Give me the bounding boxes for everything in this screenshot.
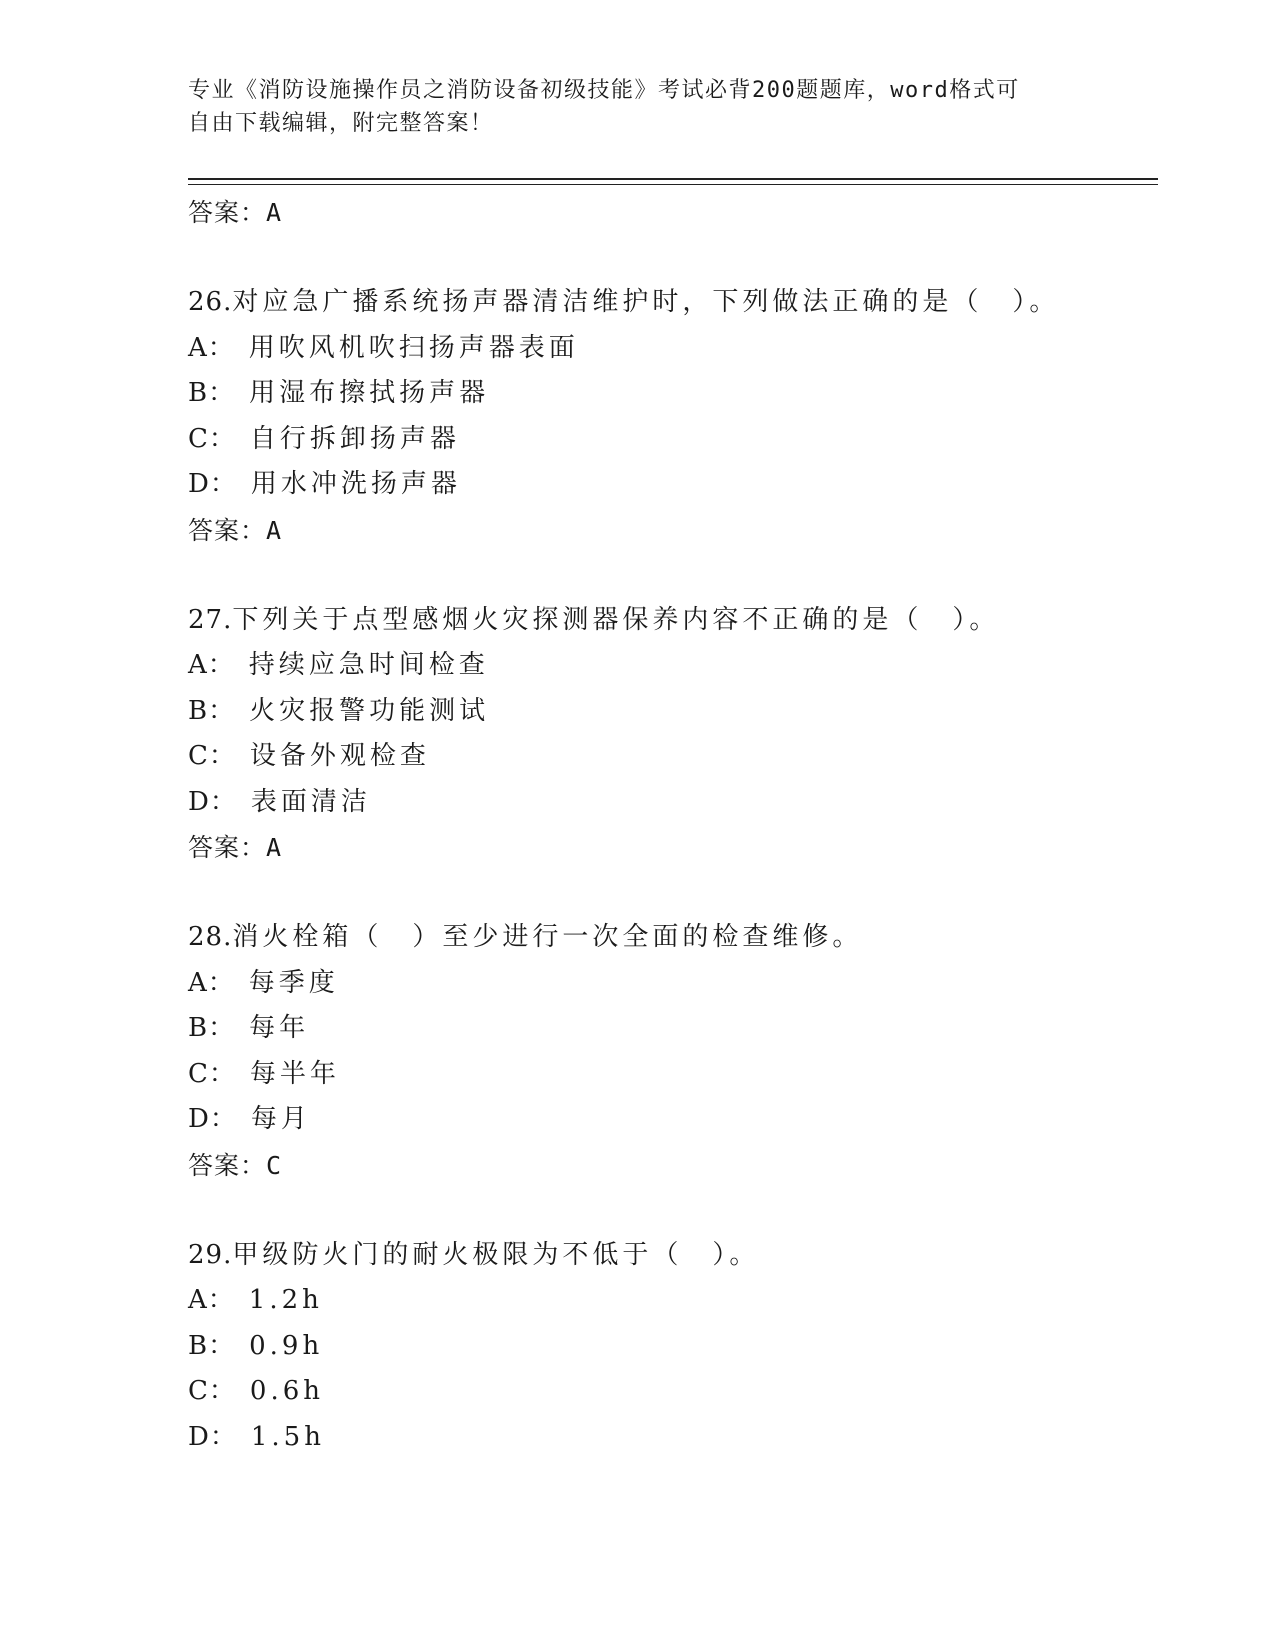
- option-key: C：: [188, 423, 236, 454]
- question-text: 消火栓箱（ ）至少进行一次全面的检查维修。: [232, 922, 863, 952]
- option-key: A：: [188, 332, 235, 363]
- question-list: [188, 190, 1148, 1460]
- option-key: D：: [188, 1104, 237, 1134]
- option-key: A：: [188, 650, 235, 680]
- option-d: [188, 1415, 1148, 1461]
- option-text: 1.2h: [248, 1285, 323, 1315]
- option-text: 每季度: [248, 967, 339, 998]
- option-text: 每半年: [249, 1058, 340, 1089]
- document-header: [188, 74, 1088, 140]
- option-b: [188, 1006, 1148, 1052]
- option-d: [188, 1097, 1148, 1143]
- option-b: [188, 689, 1148, 735]
- question-text: 下列关于点型感烟火灾探测器保养内容不正确的是（ ）。: [232, 604, 1000, 635]
- option-text: 自行拆卸扬声器: [249, 423, 460, 454]
- option-d: [188, 462, 1148, 508]
- option-text: 表面清洁: [250, 786, 371, 817]
- option-text: 用吹风机吹扫扬声器表面: [248, 332, 579, 363]
- header-divider-thick: [188, 178, 1158, 180]
- question-number: 29.: [188, 1239, 233, 1270]
- option-key: C：: [188, 741, 236, 771]
- question-text: 甲级防火门的耐火极限为不低于（ ）。: [232, 1239, 760, 1270]
- question-stem: [188, 598, 1148, 644]
- option-text: 每月: [250, 1104, 311, 1134]
- option-text: 持续应急时间检查: [248, 650, 489, 680]
- question-number: 26.: [188, 287, 233, 317]
- option-key: C：: [188, 1376, 236, 1406]
- option-key: B：: [188, 1013, 236, 1043]
- answer-label: 答案：A: [188, 833, 283, 862]
- option-c: [188, 1052, 1148, 1098]
- option-key: D：: [188, 1421, 237, 1452]
- option-b: [188, 371, 1148, 417]
- option-text: 用水冲洗扬声器: [250, 469, 461, 499]
- question-stem: [188, 915, 1148, 961]
- option-key: B：: [188, 1330, 236, 1361]
- option-a: [188, 1278, 1148, 1324]
- question-stem: [188, 280, 1148, 326]
- option-key: A：: [188, 1285, 235, 1315]
- option-text: 火灾报警功能测试: [249, 695, 490, 726]
- option-c: [188, 417, 1148, 463]
- option-text: 1.5h: [250, 1421, 325, 1452]
- option-key: B：: [188, 378, 236, 408]
- option-c: [188, 1369, 1148, 1415]
- answer-label: 答案：A: [188, 515, 283, 545]
- question-26: [188, 280, 1148, 554]
- option-text: 每年: [249, 1013, 310, 1043]
- option-b: [188, 1324, 1148, 1370]
- option-text: 0.6h: [249, 1376, 324, 1406]
- option-key: D：: [188, 786, 237, 817]
- answer-label: 答案：A: [188, 198, 283, 227]
- question-stem: [188, 1233, 1148, 1279]
- option-c: [188, 734, 1148, 780]
- option-d: [188, 780, 1148, 826]
- option-key: B：: [188, 695, 236, 726]
- option-text: 0.9h: [249, 1330, 324, 1361]
- question-number: 27.: [188, 604, 233, 635]
- question-28: [188, 915, 1148, 1189]
- option-a: [188, 643, 1148, 689]
- option-key: D：: [188, 469, 237, 499]
- option-key: C：: [188, 1058, 236, 1089]
- header-line-1: 专业《消防设施操作员之消防设备初级技能》考试必背200题题库，word格式可: [188, 78, 1020, 103]
- option-key: A：: [188, 967, 235, 998]
- header-divider-thin: [188, 184, 1158, 185]
- option-a: [188, 326, 1148, 372]
- question-number: 28.: [188, 922, 233, 952]
- header-line-2: 自由下载编辑，附完整答案！: [188, 111, 494, 136]
- question-text: 对应急广播系统扬声器清洁维护时，下列做法正确的是（ ）。: [232, 287, 1060, 317]
- option-a: [188, 961, 1148, 1007]
- answer-label: 答案：C: [188, 1150, 283, 1180]
- question-27: [188, 598, 1148, 872]
- option-text: 用湿布擦拭扬声器: [249, 378, 490, 408]
- option-text: 设备外观检查: [249, 741, 430, 771]
- question-29: [188, 1233, 1148, 1461]
